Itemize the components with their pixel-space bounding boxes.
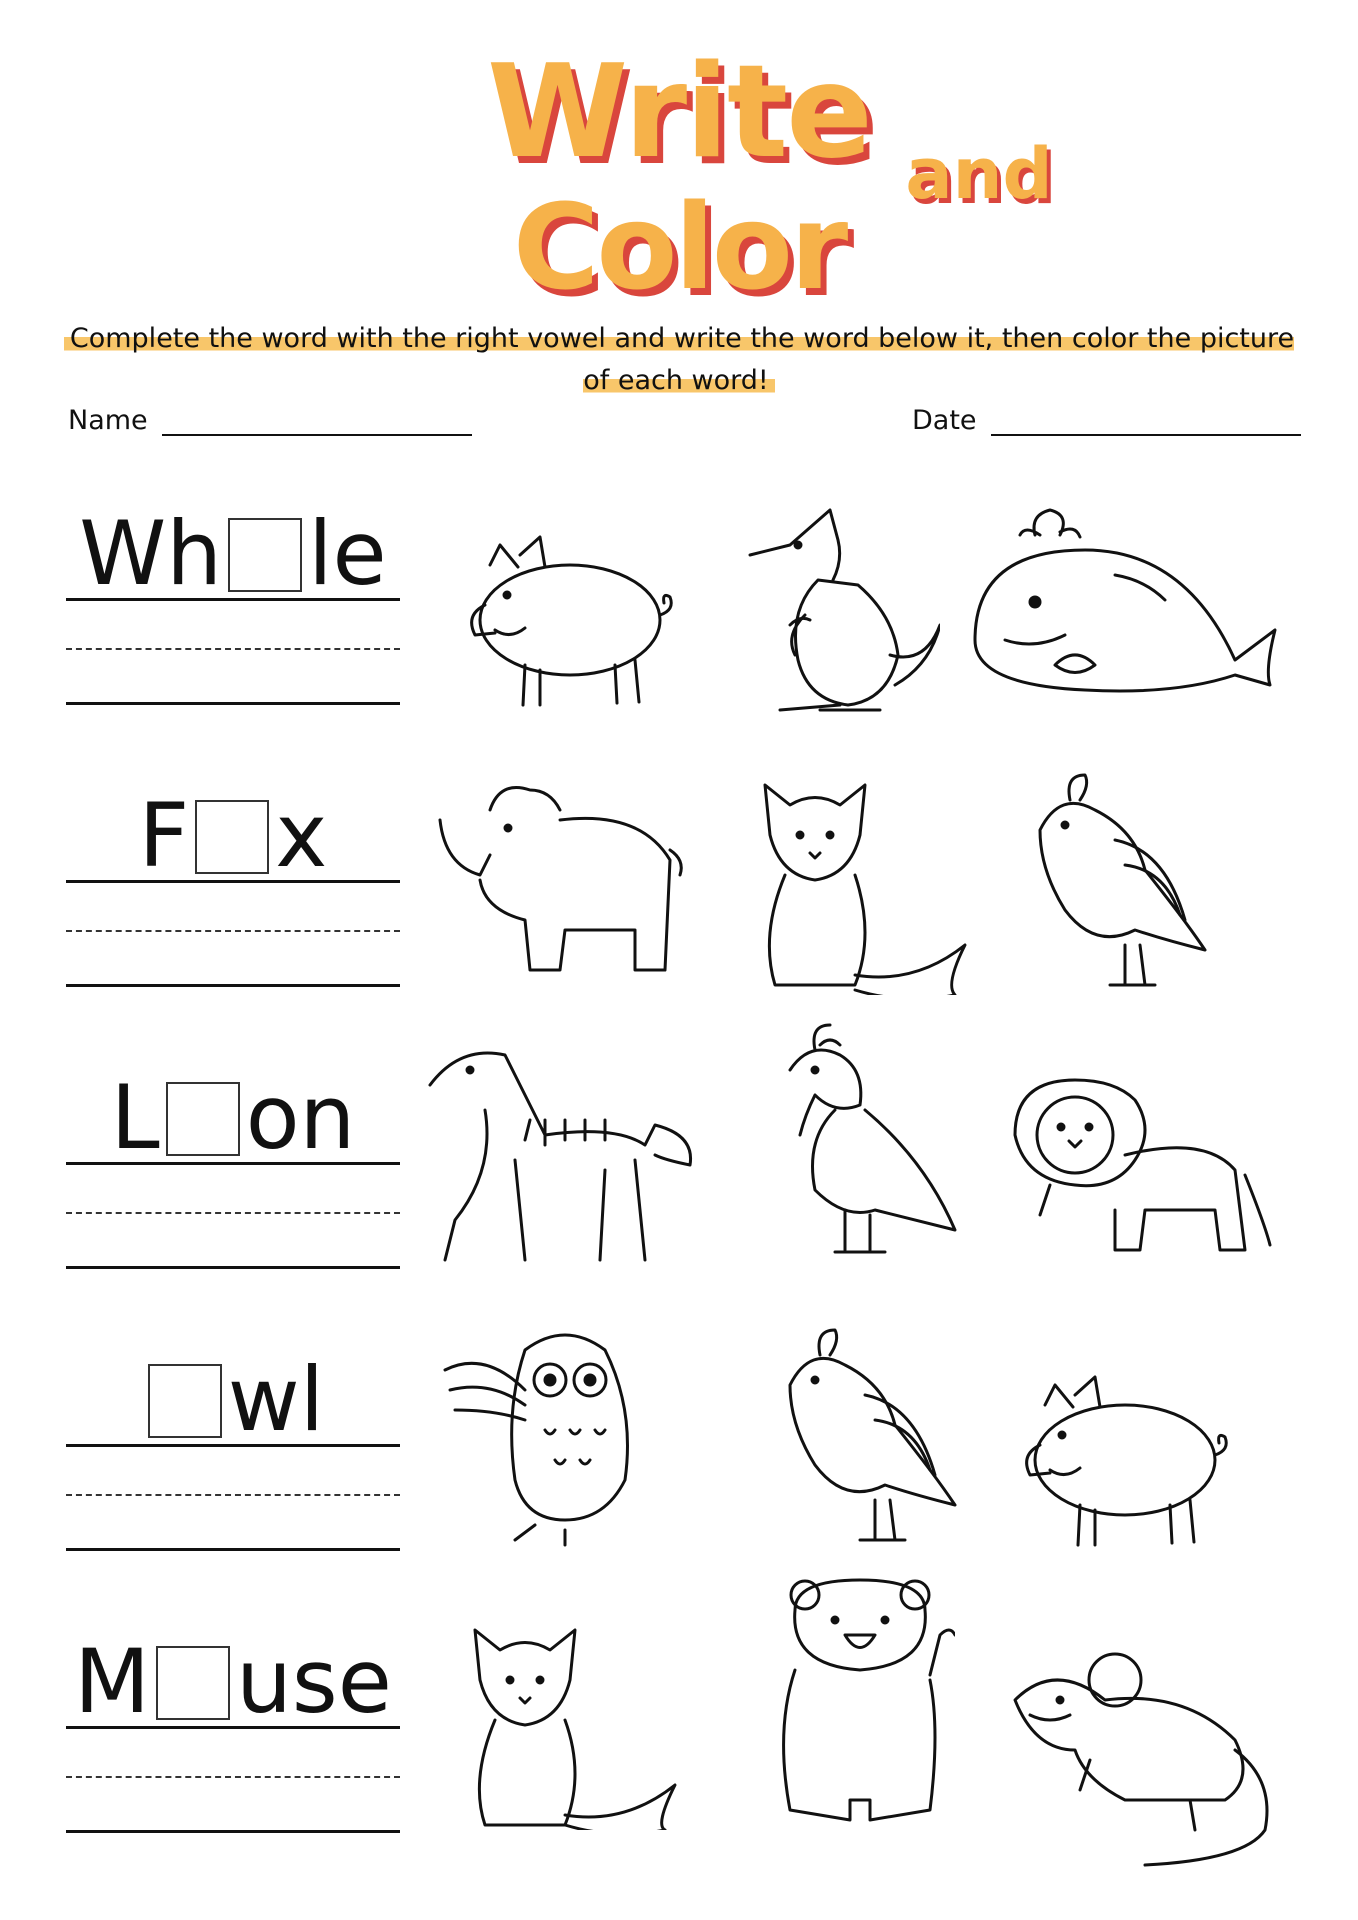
guide-line <box>66 1212 400 1214</box>
whale-icon[interactable] <box>965 500 1295 714</box>
zebra-icon[interactable] <box>425 1040 695 1274</box>
date-line[interactable] <box>991 406 1301 436</box>
word-prefix: L <box>110 1066 160 1169</box>
title-write: Write <box>487 38 871 187</box>
name-field[interactable] <box>68 405 472 436</box>
word-prefix: M <box>74 1630 151 1733</box>
fox-icon[interactable] <box>755 775 995 999</box>
quail-icon[interactable] <box>1030 770 1210 994</box>
pig-icon[interactable] <box>1000 1370 1240 1554</box>
vowel-box[interactable] <box>156 1646 230 1720</box>
word-suffix: use <box>236 1630 392 1733</box>
vowel-box[interactable] <box>228 518 302 592</box>
word-display <box>66 1052 400 1169</box>
fox-icon[interactable] <box>465 1620 695 1834</box>
word-prefix: Wh <box>79 502 223 605</box>
lion-icon[interactable] <box>1005 1075 1275 1269</box>
date-field[interactable] <box>912 405 1301 436</box>
writing-line[interactable] <box>66 1266 400 1269</box>
baseline <box>66 598 400 601</box>
pig-icon[interactable] <box>445 525 685 719</box>
word-suffix: x <box>275 784 328 887</box>
writing-line[interactable] <box>66 702 400 705</box>
writing-line[interactable] <box>66 1830 400 1833</box>
instructions: Complete the word with the right vowel and write the word below it, then color the picture of each word! <box>60 318 1298 402</box>
writing-line[interactable] <box>66 984 400 987</box>
word-suffix: on <box>245 1066 356 1169</box>
baseline <box>66 880 400 883</box>
vowel-box[interactable] <box>148 1364 222 1438</box>
word-display <box>66 1334 400 1451</box>
word-display <box>66 488 400 605</box>
word-display <box>66 770 400 887</box>
vowel-box[interactable] <box>195 800 269 874</box>
writing-line[interactable] <box>66 1548 400 1551</box>
guide-line <box>66 648 400 650</box>
word-suffix: wl <box>227 1348 325 1451</box>
kangaroo-icon[interactable] <box>740 505 940 719</box>
baseline <box>66 1162 400 1165</box>
word-suffix: le <box>308 502 387 605</box>
date-label: Date <box>912 405 977 436</box>
owl-icon[interactable] <box>435 1320 665 1554</box>
bear-icon[interactable] <box>775 1575 955 1829</box>
title-color: Color <box>512 178 846 316</box>
guide-line <box>66 1776 400 1778</box>
rhino-icon[interactable] <box>430 780 690 994</box>
guide-line <box>66 1494 400 1496</box>
mouse-icon[interactable] <box>1010 1640 1290 1874</box>
guide-line <box>66 930 400 932</box>
vowel-box[interactable] <box>166 1082 240 1156</box>
word-prefix: F <box>138 784 190 887</box>
quail-icon[interactable] <box>780 1325 960 1554</box>
baseline <box>66 1444 400 1447</box>
name-line[interactable] <box>162 406 472 436</box>
word-display <box>66 1616 400 1733</box>
name-label: Name <box>68 405 148 436</box>
title-and: and <box>905 133 1053 215</box>
vulture-icon[interactable] <box>765 1020 965 1264</box>
baseline <box>66 1726 400 1729</box>
